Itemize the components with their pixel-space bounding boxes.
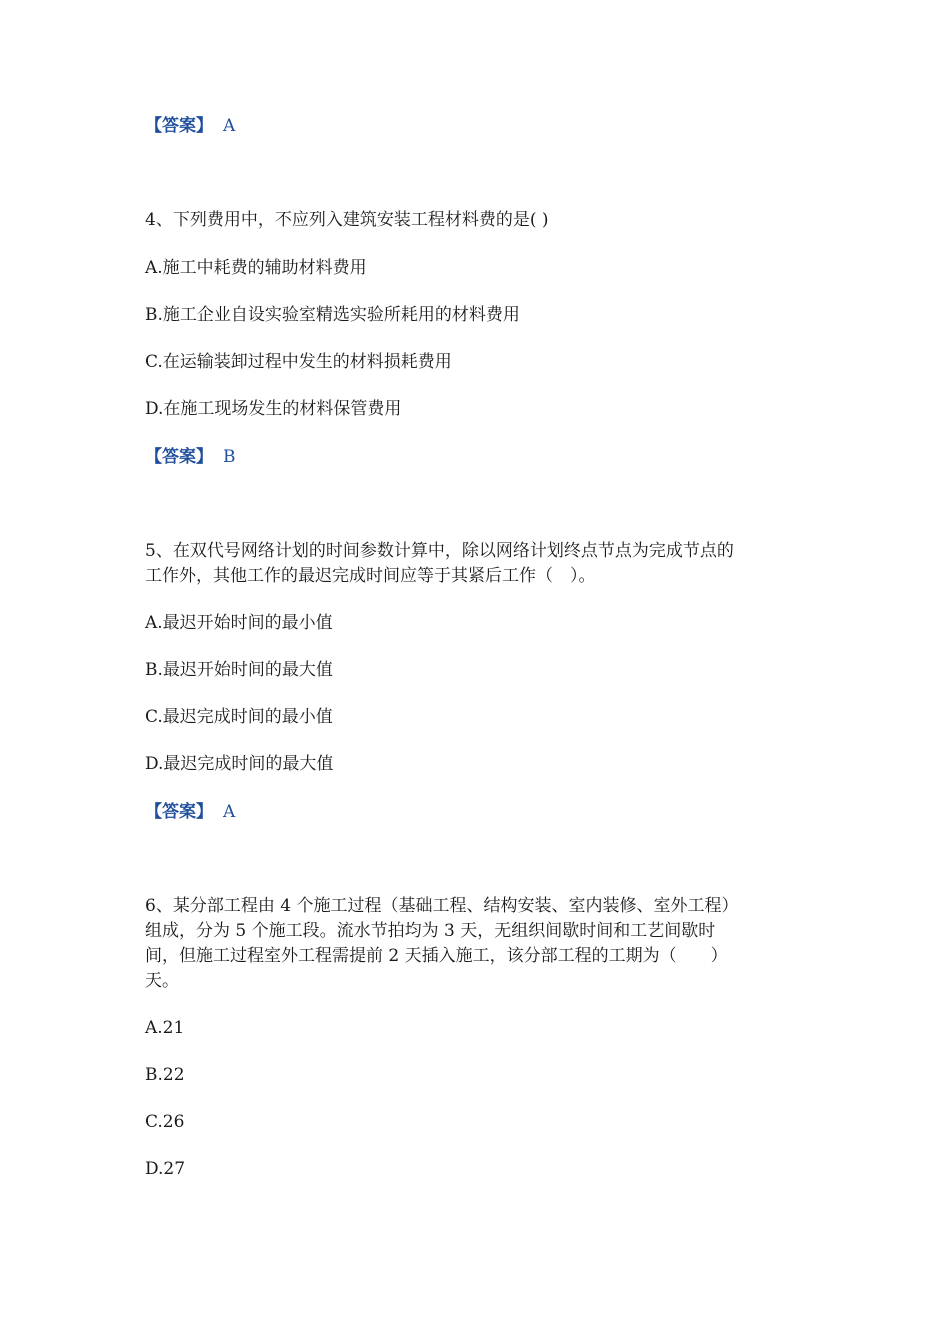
question-6-stem-line-1: 6、某分部工程由 4 个施工过程（基础工程、结构安装、室内装修、室外工程）: [145, 896, 739, 916]
answer-label: 【答案】: [145, 116, 213, 136]
question-6-option-b: B.22: [145, 1065, 185, 1085]
answer-value: A: [223, 116, 236, 136]
question-4-option-a: A.施工中耗费的辅助材料费用: [145, 258, 367, 278]
answer-label: 【答案】: [145, 447, 213, 467]
answer-value: B: [223, 447, 236, 467]
question-5-option-b: B.最迟开始时间的最大值: [145, 660, 333, 680]
question-4-option-d: D.在施工现场发生的材料保管费用: [145, 399, 402, 419]
question-6-option-c: C.26: [145, 1112, 185, 1132]
question-4-option-c: C.在运输装卸过程中发生的材料损耗费用: [145, 352, 452, 372]
question-5-stem-line-1: 5、在双代号网络计划的时间参数计算中，除以网络计划终点节点为完成节点的: [145, 541, 734, 561]
question-6-stem-line-4: 天。: [145, 971, 179, 991]
question-6-stem-line-2: 组成，分为 5 个施工段。流水节拍均为 3 天，无组织间歇时间和工艺间歇时: [145, 921, 716, 941]
question-6-stem-line-3: 间，但施工过程室外工程需提前 2 天插入施工，该分部工程的工期为（ ）: [145, 946, 728, 966]
question-5-option-c: C.最迟完成时间的最小值: [145, 707, 333, 727]
answer-value: A: [223, 802, 236, 822]
answer-label: 【答案】: [145, 802, 213, 822]
question-6-option-d: D.27: [145, 1159, 186, 1179]
answer-line: [145, 802, 235, 822]
question-6-option-a: A.21: [145, 1018, 185, 1038]
question-4-option-b: B.施工企业自设实验室精选实验所耗用的材料费用: [145, 305, 520, 325]
question-4-stem: 4、下列费用中，不应列入建筑安装工程材料费的是( ): [145, 210, 549, 230]
answer-line: [145, 116, 235, 136]
question-5-option-a: A.最迟开始时间的最小值: [145, 613, 333, 633]
question-5-stem-line-2: 工作外，其他工作的最迟完成时间应等于其紧后工作（ ）。: [145, 566, 596, 586]
question-5-option-d: D.最迟完成时间的最大值: [145, 754, 334, 774]
answer-line: [145, 447, 236, 467]
